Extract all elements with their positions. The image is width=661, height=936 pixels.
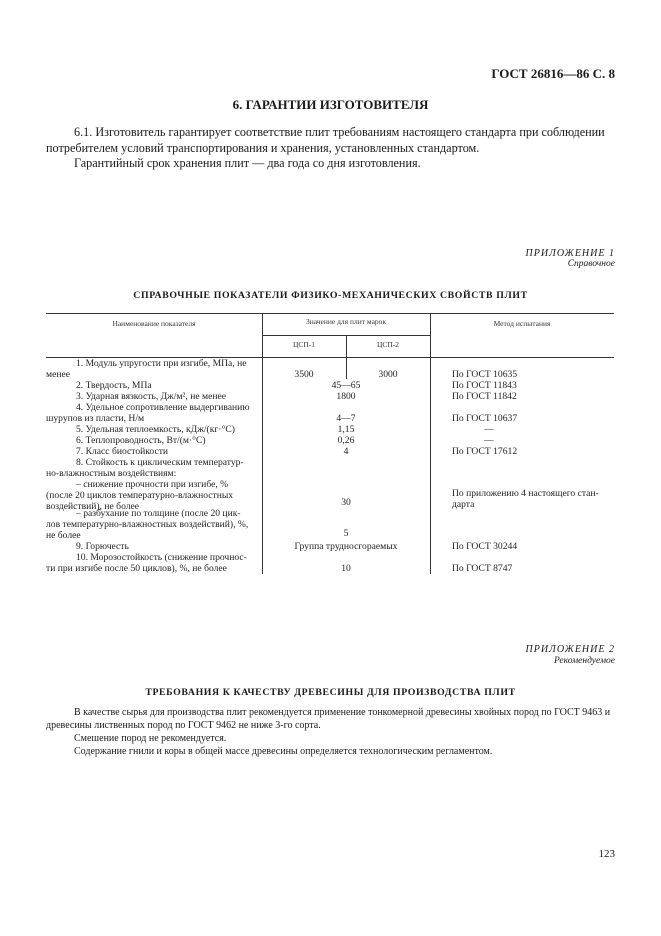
table-row-9-value: Группа трудносгораемых (294, 541, 398, 552)
table-row-4-name-line1: 4. Удельное сопротивление выдергиванию (76, 402, 250, 413)
table-row-8a-name-line3: воздействий), не более (46, 501, 140, 512)
table-row-4-method: По ГОСТ 10637 (452, 413, 518, 424)
table-row-7-name: 7. Класс биостойкости (76, 446, 169, 457)
table-row-5-value: 1,15 (337, 424, 355, 435)
table-row-8a-name-line2: (после 20 циклов температурно-влажностных (46, 490, 234, 501)
table-row-1-name-line1: 1. Модуль упругости при изгибе, МПа, не (76, 358, 247, 369)
section-paragraph-2: Гарантийный срок хранения плит — два года со дня изготовления. (74, 156, 421, 170)
appendix-2-paragraph-2: Смешение пород не рекомендуется. (74, 733, 227, 744)
table-row-8b-name-line1: – разбухание по толщине (после 20 цик- (76, 508, 241, 519)
appendix-1-status: Справочное (567, 259, 615, 269)
table-header-method: Метод испытания (493, 319, 551, 328)
appendix-2-title: ТРЕБОВАНИЯ К КАЧЕСТВУ ДРЕВЕСИНЫ ДЛЯ ПРОИЗВОДСТВА ПЛИТ (145, 687, 516, 698)
section-paragraph-1: 6.1. Изготовитель гарантирует соответствие плит требованиям настоящего стандарта при соблюдении потребителем условий транспортирования и хранения, установленных стандартом. (46, 125, 605, 155)
table-row-8a-method-line1: По приложению 4 настоящего стан- (452, 488, 599, 499)
table-row-4-name-line2: шурупов из пласти, Н/м (46, 413, 145, 424)
table-row-7-value: 4 (343, 446, 349, 457)
table-row-3-name: 3. Ударная вязкость, Дж/м², не менее (76, 391, 226, 402)
table-header-cbp2: ЦСП-2 (376, 340, 400, 349)
table-row-1-name-line2: менее (46, 369, 70, 380)
table-row-10-method: По ГОСТ 8747 (452, 563, 513, 574)
table-header-name: Наименование показателя (112, 319, 196, 328)
table-row-5-method: — (484, 424, 494, 435)
table-row-1-method: По ГОСТ 10635 (452, 369, 518, 380)
table-row-8-name-line2: но-влажностным воздействиям: (46, 468, 177, 479)
table-row-2-name: 2. Твердость, МПа (76, 380, 152, 391)
appendix-2-status: Рекомендуемое (553, 656, 615, 666)
table-row-8b-name-line3: не более (46, 530, 81, 541)
table-row-1-value-cbp1: 3500 (294, 369, 314, 380)
table-row-1-value-cbp2: 3000 (378, 369, 398, 380)
appendix-1-label: ПРИЛОЖЕНИЕ 1 (525, 248, 615, 259)
document-reference: ГОСТ 26816—86 С. 8 (491, 66, 615, 81)
table-row-8a-name-line1: – снижение прочности при изгибе, % (76, 479, 229, 490)
table-row-6-value: 0,26 (337, 435, 355, 446)
table-row-8-name-line1: 8. Стойкость к циклическим температур- (76, 457, 244, 468)
table-header-value: Значение для плит марок (305, 317, 387, 326)
table-row-8b-name-line2: лов температурно-влажностных воздействий), %, (46, 519, 249, 530)
page-number: 123 (598, 848, 615, 860)
section-title: 6. ГАРАНТИИ ИЗГОТОВИТЕЛЯ (232, 97, 429, 112)
table-header-cbp1: ЦСП-1 (292, 340, 316, 349)
table-row-4-value: 4—7 (336, 413, 356, 424)
table-row-10-name-line1: 10. Морозостойкость (снижение прочнос- (76, 552, 247, 563)
appendix-2-paragraph-3: Содержание гнили и коры в общей массе древесины определяется технологическим регламентом. (74, 746, 493, 757)
table-row-3-method: По ГОСТ 11842 (452, 391, 517, 402)
table-row-8a-method-line2: дарта (452, 499, 475, 510)
table-row-6-method: — (484, 435, 494, 446)
table-row-6-name: 6. Теплопроводность, Вт/(м·°С) (76, 435, 206, 446)
table-top-rule (46, 313, 614, 314)
table-row-2-method: По ГОСТ 11843 (452, 380, 517, 391)
table-row-3-value: 1800 (336, 391, 356, 402)
appendix-1-title: СПРАВОЧНЫЕ ПОКАЗАТЕЛИ ФИЗИКО-МЕХАНИЧЕСКИХ СВОЙСТВ ПЛИТ (133, 290, 528, 301)
appendix-2-paragraph-1: В качестве сырья для производства плит рекомендуется применение тонкомерной древесины хвойных пород по ГОСТ 9463 и древесины лиственных пород по ГОСТ 9462 не ниже 3-го сорта. (46, 707, 611, 731)
table-row-10-name-line2: ти при изгибе после 50 циклов), %, не более (46, 563, 227, 574)
table-row-9-method: По ГОСТ 30244 (452, 541, 518, 552)
table-row-10-value: 10 (341, 563, 351, 574)
table-row-5-name: 5. Удельная теплоемкость, кДж/(кг·°С) (76, 424, 235, 435)
table-row-2-value: 45—65 (331, 380, 361, 391)
table-row-9-name: 9. Горючесть (76, 541, 129, 552)
table-col-divider-3 (430, 313, 431, 574)
table-row-8b-value: 5 (343, 528, 349, 539)
table-row-8a-value: 30 (341, 497, 351, 508)
table-row-7-method: По ГОСТ 17612 (452, 446, 518, 457)
appendix-2-label: ПРИЛОЖЕНИЕ 2 (525, 644, 615, 655)
